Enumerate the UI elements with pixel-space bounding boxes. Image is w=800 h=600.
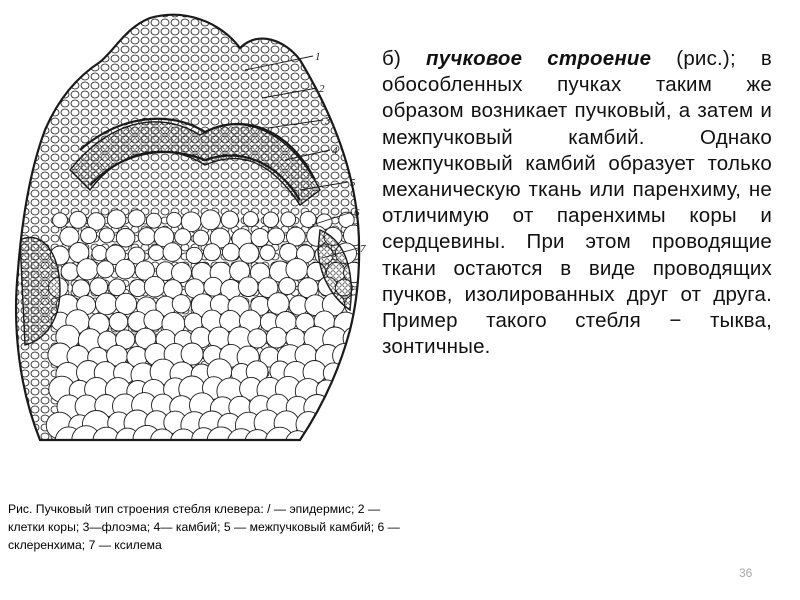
figure-label-4: 4 <box>332 145 338 157</box>
text-lead: б) <box>382 47 427 70</box>
main-text-paragraph <box>382 46 772 360</box>
page-number: 36 <box>739 566 753 580</box>
figure-label-5: 5 <box>350 177 356 189</box>
text-body: (рис.); в обособленных пучках таким же образом возникает пучковый, а затем и межпучковый камбий. Однако межпучковый камбий образует только механическую ткань или паренхиму, не отличимую от паренхимы коры и сердцевины. При этом проводящие ткани остаются в виде проводящих пучков, изолированных друг от друга. Пример такого стебля − тыква, зонтичные. <box>382 47 772 359</box>
figure-label-3: 3 <box>325 115 331 127</box>
stem-cross-section-figure <box>0 0 380 500</box>
text-term: пучковое строение <box>426 47 652 70</box>
figure-label-1: 1 <box>315 51 321 63</box>
stem-cross-section-drawing <box>0 0 380 500</box>
figure-caption: Рис. Пучковый тип строения стебля клевера: / — эпидермис; 2 — клетки коры; 3—флоэма; 4— камбий; 5 — межпучковый камбий; 6 — склеренхима; 7 — ксилема <box>8 502 400 552</box>
figure-label-2: 2 <box>319 83 325 95</box>
figure-label-7: 7 <box>360 243 366 255</box>
figure-label-6: 6 <box>354 207 360 219</box>
